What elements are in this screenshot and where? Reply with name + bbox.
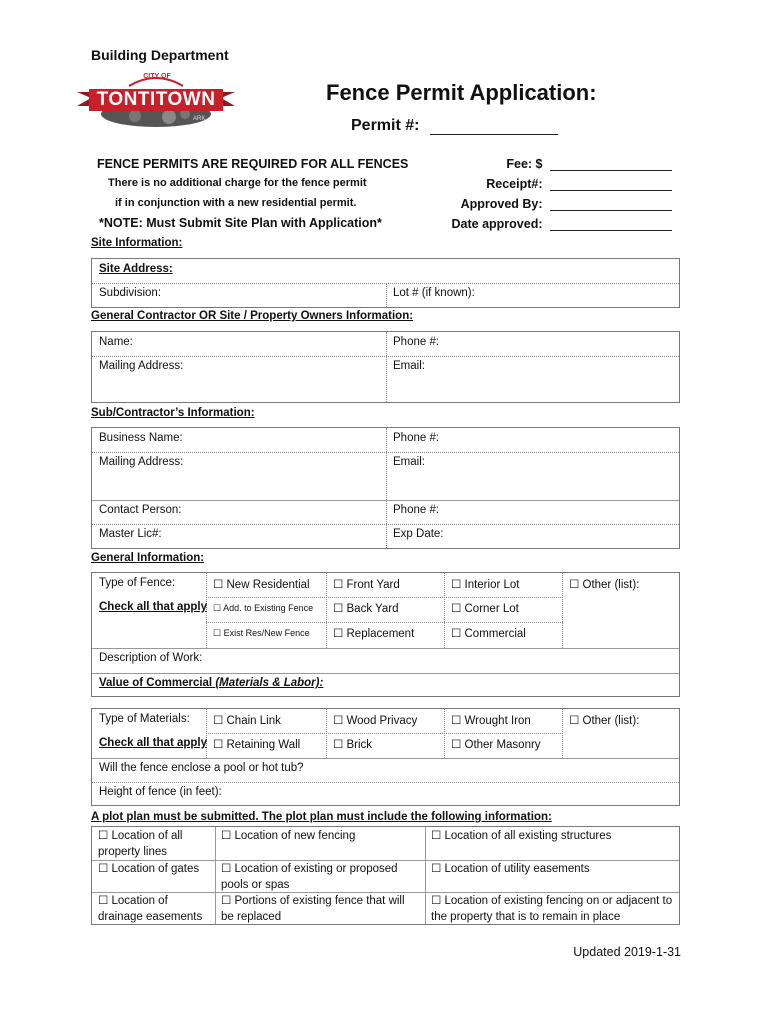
pools-spas-checkbox[interactable]: ☐ Location of existing or proposed pools or spas [221,863,398,891]
type-of-fence-label: Type of Fence: [99,577,176,589]
adjacent-fencing-checkbox[interactable]: ☐ Location of existing fencing on or adjacent to the property that is to remain in place [431,895,673,923]
contact-phone-field[interactable]: Phone #: [393,504,440,516]
gates-checkbox[interactable]: ☐ Location of gates [98,863,200,875]
sub-mailing-field[interactable]: Mailing Address: [99,456,184,468]
date-approved-label: Date approved: [451,217,543,231]
commercial-checkbox[interactable]: ☐ Commercial [451,628,526,640]
contractor-heading: General Contractor OR Site / Property Owners Information: [91,310,414,322]
contractor-mailing-field[interactable]: Mailing Address: [99,360,184,372]
notice-residential: if in conjunction with a new residential permit. [115,197,357,209]
description-of-work-field[interactable]: Description of Work: [99,652,203,664]
receipt-field[interactable] [550,190,672,191]
date-approved-field[interactable] [550,230,672,231]
value-label-italic: (Materials & Labor): [215,677,324,689]
fee-label: Fee: $ [506,157,543,171]
fence-height-field[interactable]: Height of fence (in feet): [99,786,222,798]
value-of-commercial-field[interactable] [92,673,330,693]
fee-row [400,157,672,171]
receipt-row [400,177,672,191]
replaced-fence-checkbox[interactable]: ☐ Portions of existing fence that will be replaced [221,895,405,923]
contractor-email-field[interactable]: Email: [393,360,425,372]
permit-number-text: Permit #: [351,117,420,134]
page-title: Fence Permit Application: [326,80,597,105]
type-of-materials-label: Type of Materials: [99,713,190,725]
approved-by-label: Approved By: [460,197,543,211]
materials-table [91,708,680,806]
updated-date: Updated 2019-1-31 [573,945,681,959]
check-all-label: Check all that apply [99,601,208,613]
back-yard-checkbox[interactable]: ☐ Back Yard [333,603,399,615]
permit-number-label [351,117,558,135]
receipt-label: Receipt#: [486,177,543,191]
interior-lot-checkbox[interactable]: ☐ Interior Lot [451,579,520,591]
contractor-table [91,331,680,403]
department-name: Building Department [91,47,229,63]
site-info-table [91,258,680,308]
retaining-wall-checkbox[interactable]: ☐ Retaining Wall [213,739,301,751]
logo-main-text: TONTITOWN [96,89,216,110]
brick-checkbox[interactable]: ☐ Brick [333,739,373,751]
logo-bottom-text: ARK. [193,116,208,122]
other-fence-checkbox[interactable]: ☐ Other (list): [569,579,640,591]
contractor-phone-field[interactable]: Phone #: [393,336,440,348]
site-address-field[interactable]: Site Address: [99,263,173,275]
plot-plan-table [91,826,680,925]
logo-top-text: CITY OF [143,73,171,80]
notice-site-plan: *NOTE: Must Submit Site Plan with Application* [99,216,382,230]
city-logo [77,72,235,130]
existing-structures-checkbox[interactable]: ☐ Location of all existing structures [431,830,612,842]
fee-field[interactable] [550,170,672,171]
wrought-iron-checkbox[interactable]: ☐ Wrought Iron [451,715,531,727]
corner-lot-checkbox[interactable]: ☐ Corner Lot [451,603,519,615]
check-all-materials-label: Check all that apply [99,737,208,749]
contractor-name-field[interactable]: Name: [99,336,133,348]
lot-number-field[interactable]: Lot # (if known): [393,287,475,299]
pool-enclosure-field[interactable]: Will the fence enclose a pool or hot tub? [99,762,304,774]
subdivision-field[interactable]: Subdivision: [99,287,162,299]
add-existing-checkbox[interactable]: ☐ Add. to Existing Fence [213,603,314,613]
drainage-easements-checkbox[interactable]: ☐ Location of drainage easements [98,895,203,923]
wood-privacy-checkbox[interactable]: ☐ Wood Privacy [333,715,418,727]
other-material-checkbox[interactable]: ☐ Other (list): [569,715,640,727]
plot-plan-heading: A plot plan must be submitted. The plot plan must include the following information: [91,811,552,823]
subcontractor-heading: Sub/Contractor’s Information: [91,407,255,419]
contact-person-field[interactable]: Contact Person: [99,504,182,516]
notice-required: FENCE PERMITS ARE REQUIRED FOR ALL FENCES [97,157,409,171]
new-fencing-checkbox[interactable]: ☐ Location of new fencing [221,830,356,842]
front-yard-checkbox[interactable]: ☐ Front Yard [333,579,400,591]
sub-email-field[interactable]: Email: [393,456,425,468]
exp-date-field[interactable]: Exp Date: [393,528,444,540]
date-approved-row [400,217,672,231]
permit-number-field[interactable] [430,134,558,135]
value-label: Value of Commercial [99,677,216,689]
exist-res-checkbox[interactable]: ☐ Exist Res/New Fence [213,628,310,638]
other-masonry-checkbox[interactable]: ☐ Other Masonry [451,739,541,751]
sub-phone-field[interactable]: Phone #: [393,432,440,444]
replacement-checkbox[interactable]: ☐ Replacement [333,628,415,640]
approved-by-field[interactable] [550,210,672,211]
general-info-table [91,572,680,697]
site-info-heading: Site Information: [91,237,183,249]
business-name-field[interactable]: Business Name: [99,432,183,444]
subcontractor-table [91,427,680,549]
new-residential-checkbox[interactable]: ☐ New Residential [213,579,310,591]
utility-easements-checkbox[interactable]: ☐ Location of utility easements [431,863,590,875]
master-license-field[interactable]: Master Lic#: [99,528,162,540]
approved-by-row [400,197,672,211]
notice-charge: There is no additional charge for the fence permit [108,177,367,189]
chain-link-checkbox[interactable]: ☐ Chain Link [213,715,281,727]
general-info-heading: General Information: [91,552,205,564]
property-lines-checkbox[interactable]: ☐ Location of all property lines [98,830,183,858]
